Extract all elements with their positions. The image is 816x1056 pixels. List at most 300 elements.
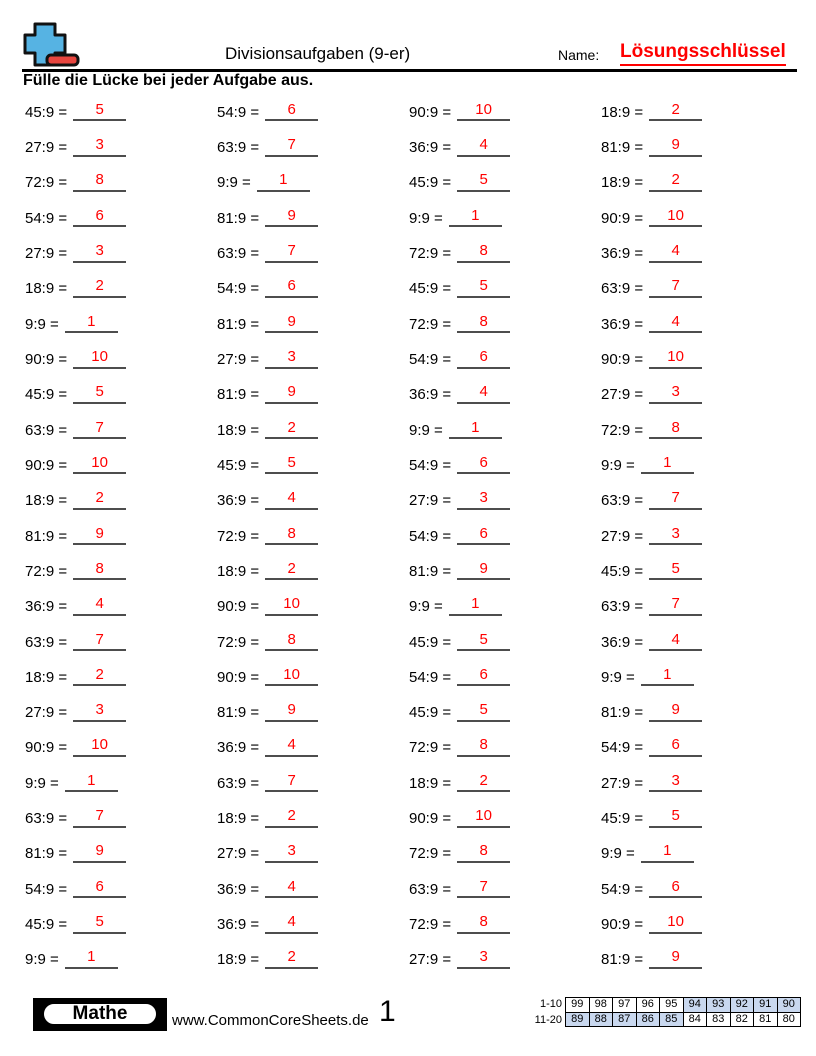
answer-blank (73, 914, 126, 934)
problem-expression: 63:9 = (217, 774, 260, 792)
problem (601, 482, 793, 517)
answer-blank (457, 632, 510, 652)
answer-blank (649, 278, 702, 298)
instruction-text: Fülle die Lücke bei jeder Aufgabe aus. (23, 72, 314, 89)
problem (25, 482, 217, 517)
problem (25, 447, 217, 482)
answer-value: 2 (287, 807, 296, 825)
answer-value: 5 (95, 100, 104, 118)
problem-expression: 27:9 = (217, 845, 260, 863)
answer-blank (649, 420, 702, 440)
problem-expression: 18:9 = (25, 492, 68, 510)
answer-blank (457, 278, 510, 298)
problem (601, 306, 793, 341)
problem (25, 377, 217, 412)
problem (217, 341, 409, 376)
problem (409, 694, 601, 729)
problem-expression: 90:9 = (217, 598, 260, 616)
problem-expression: 36:9 = (409, 386, 452, 404)
problem (25, 730, 217, 765)
problem (409, 165, 601, 200)
grading-score-cell: 89 (565, 1012, 590, 1028)
grading-score-cell: 94 (683, 997, 708, 1013)
answer-blank (457, 314, 510, 334)
problem-expression: 63:9 = (25, 421, 68, 439)
answer-blank (265, 243, 318, 263)
problem (409, 341, 601, 376)
answer-value: 10 (475, 807, 492, 825)
problem-expression: 9:9 = (409, 598, 443, 616)
answer-value: 2 (287, 948, 296, 966)
grading-score-cell: 93 (706, 997, 731, 1013)
problem (409, 518, 601, 553)
answer-blank (73, 384, 126, 404)
answer-blank (73, 243, 126, 263)
problem-expression: 54:9 = (25, 209, 68, 227)
answer-blank (265, 349, 318, 369)
problem (25, 800, 217, 835)
answer-value: 8 (95, 559, 104, 577)
problem (25, 306, 217, 341)
problem-expression: 54:9 = (409, 527, 452, 545)
problem-expression: 63:9 = (601, 280, 644, 298)
answer-value: 7 (287, 242, 296, 260)
answer-value: 9 (287, 701, 296, 719)
answer-value: 1 (471, 418, 480, 436)
problem-expression: 72:9 = (25, 174, 68, 192)
answer-blank (457, 384, 510, 404)
answer-value: 1 (663, 453, 672, 471)
problem-expression: 9:9 = (601, 456, 635, 474)
answer-value: 9 (287, 383, 296, 401)
problem (601, 94, 793, 129)
answer-value: 5 (479, 277, 488, 295)
problem-expression: 72:9 = (409, 245, 452, 263)
answer-value: 4 (671, 242, 680, 260)
answer-value: 7 (479, 877, 488, 895)
problem-expression: 54:9 = (409, 668, 452, 686)
answer-blank (73, 702, 126, 722)
answer-value: 10 (475, 100, 492, 118)
problem-expression: 9:9 = (601, 845, 635, 863)
answer-value: 8 (479, 736, 488, 754)
answer-value: 4 (287, 877, 296, 895)
answer-blank (649, 349, 702, 369)
answer-value: 3 (671, 771, 680, 789)
answer-value: 8 (95, 171, 104, 189)
problem (601, 906, 793, 941)
problem (25, 341, 217, 376)
problem-expression: 90:9 = (601, 209, 644, 227)
answer-blank (649, 914, 702, 934)
problem-expression: 81:9 = (217, 704, 260, 722)
problem-expression: 45:9 = (25, 386, 68, 404)
answer-blank (265, 208, 318, 228)
problem (601, 730, 793, 765)
problem-expression: 72:9 = (409, 845, 452, 863)
problem (217, 765, 409, 800)
answer-blank (265, 102, 318, 122)
problem-expression: 45:9 = (601, 810, 644, 828)
answer-value: 2 (287, 559, 296, 577)
answer-value: 9 (95, 842, 104, 860)
problem (409, 412, 601, 447)
answer-blank (265, 737, 318, 757)
answer-blank (457, 102, 510, 122)
problem (217, 271, 409, 306)
answer-blank (649, 490, 702, 510)
answer-value: 2 (671, 171, 680, 189)
answer-blank (73, 843, 126, 863)
answer-blank (73, 349, 126, 369)
problem (217, 200, 409, 235)
answer-blank (641, 843, 694, 863)
problem-expression: 54:9 = (601, 739, 644, 757)
answer-blank (265, 384, 318, 404)
grading-score-cell: 80 (777, 1012, 802, 1028)
problem-expression: 36:9 = (409, 139, 452, 157)
problem-expression: 72:9 = (601, 421, 644, 439)
answer-value: 1 (87, 948, 96, 966)
problem (217, 800, 409, 835)
problem (25, 624, 217, 659)
problem-expression: 63:9 = (601, 492, 644, 510)
answer-blank (457, 243, 510, 263)
problem (217, 871, 409, 906)
problem-expression: 45:9 = (409, 633, 452, 651)
problem (601, 377, 793, 412)
answer-value: 6 (287, 100, 296, 118)
grading-score-cell: 82 (730, 1012, 755, 1028)
problem (409, 836, 601, 871)
answer-value: 5 (479, 630, 488, 648)
problem-expression: 36:9 = (601, 315, 644, 333)
problem (601, 836, 793, 871)
problem (601, 129, 793, 164)
answer-blank (457, 561, 510, 581)
problem (409, 129, 601, 164)
problem-expression: 27:9 = (601, 386, 644, 404)
answer-key-label: Lösungsschlüssel (620, 41, 786, 66)
answer-value: 3 (95, 136, 104, 154)
answer-blank (649, 137, 702, 157)
answer-value: 6 (287, 277, 296, 295)
problem-expression: 54:9 = (217, 103, 260, 121)
problem (601, 235, 793, 270)
problem (409, 235, 601, 270)
answer-value: 8 (479, 913, 488, 930)
problem (409, 765, 601, 800)
problem (601, 694, 793, 729)
answer-value: 7 (671, 595, 680, 613)
problem-expression: 27:9 = (601, 774, 644, 792)
answer-value: 3 (95, 242, 104, 260)
answer-value: 4 (287, 489, 296, 507)
answer-value: 3 (671, 524, 680, 542)
answer-value: 7 (671, 489, 680, 507)
grading-score-cell: 90 (777, 997, 802, 1013)
problem-expression: 90:9 = (601, 916, 644, 933)
answer-blank (73, 667, 126, 687)
answer-value: 3 (479, 489, 488, 507)
answer-blank (457, 808, 510, 828)
answer-value: 3 (287, 348, 296, 365)
problem-expression: 90:9 = (25, 456, 68, 474)
problem (25, 235, 217, 270)
answer-blank (457, 667, 510, 687)
problem-expression: 72:9 = (217, 633, 260, 651)
problem-expression: 63:9 = (217, 245, 260, 263)
problem (217, 129, 409, 164)
problem (409, 942, 601, 977)
problem (601, 871, 793, 906)
answer-value: 1 (279, 171, 288, 189)
answer-value: 6 (95, 877, 104, 895)
answer-value: 10 (91, 736, 108, 754)
answer-blank (457, 137, 510, 157)
answer-blank (265, 596, 318, 616)
answer-blank (265, 843, 318, 863)
problem (601, 588, 793, 623)
problem (217, 836, 409, 871)
problem-expression: 45:9 = (409, 174, 452, 192)
answer-blank (457, 172, 510, 192)
problem-expression: 27:9 = (409, 492, 452, 510)
problem-expression: 18:9 = (601, 174, 644, 192)
answer-blank (73, 278, 126, 298)
problem (601, 341, 793, 376)
answer-blank (265, 667, 318, 687)
problem (25, 271, 217, 306)
problem (601, 659, 793, 694)
page-number: 1 (379, 995, 396, 1028)
problem-expression: 9:9 = (409, 421, 443, 439)
problem (217, 165, 409, 200)
answer-blank (457, 773, 510, 793)
answer-blank (457, 879, 510, 899)
grading-table-row (520, 1013, 801, 1028)
answer-blank (265, 137, 318, 157)
answer-value: 7 (671, 277, 680, 295)
answer-blank (449, 596, 502, 616)
answer-blank (457, 526, 510, 546)
problem-expression: 18:9 = (217, 421, 260, 439)
answer-value: 9 (287, 312, 296, 330)
name-label: Name: (558, 47, 600, 63)
answer-blank (457, 702, 510, 722)
answer-value: 6 (95, 206, 104, 224)
problem (409, 906, 601, 941)
problem-expression: 81:9 = (217, 315, 260, 333)
answer-value: 2 (95, 665, 104, 683)
answer-value: 5 (95, 913, 104, 930)
problem (409, 306, 601, 341)
problem-expression: 90:9 = (25, 351, 68, 368)
problem-expression: 63:9 = (25, 810, 68, 828)
answer-blank (265, 561, 318, 581)
problem-expression: 18:9 = (601, 103, 644, 121)
problem (601, 765, 793, 800)
grading-score-cell: 81 (753, 1012, 778, 1028)
problem (25, 165, 217, 200)
answer-value: 8 (671, 418, 680, 436)
problem (25, 129, 217, 164)
problem-expression: 18:9 = (217, 951, 260, 969)
worksheet-title: Divisionsaufgaben (9-er) (225, 44, 411, 63)
minus-icon (47, 55, 78, 65)
problem (25, 588, 217, 623)
answer-value: 3 (671, 383, 680, 401)
answer-blank (73, 102, 126, 122)
answer-value: 10 (667, 913, 684, 930)
problem-expression: 9:9 = (601, 668, 635, 686)
grading-score-cell: 88 (589, 1012, 614, 1028)
answer-value: 1 (663, 842, 672, 860)
brand-pill (42, 1002, 158, 1026)
problem-expression: 9:9 = (25, 951, 59, 969)
grading-score-cell: 86 (636, 1012, 661, 1028)
problem-expression: 9:9 = (217, 174, 251, 192)
answer-blank (73, 208, 126, 228)
answer-value: 3 (95, 701, 104, 719)
problem-expression: 27:9 = (25, 704, 68, 722)
problem-expression: 36:9 = (601, 245, 644, 263)
answer-blank (649, 596, 702, 616)
answer-value: 3 (287, 842, 296, 860)
problem (25, 694, 217, 729)
answer-blank (641, 455, 694, 475)
answer-blank (649, 314, 702, 334)
problem (25, 553, 217, 588)
answer-value: 6 (671, 877, 680, 895)
grading-score-cell: 95 (659, 997, 684, 1013)
answer-value: 2 (479, 771, 488, 789)
answer-blank (649, 632, 702, 652)
answer-value: 9 (671, 136, 680, 154)
problem-expression: 45:9 = (25, 916, 68, 933)
answer-blank (257, 172, 310, 192)
problem (217, 94, 409, 129)
answer-blank (649, 702, 702, 722)
problems-grid (25, 94, 793, 977)
answer-blank (457, 490, 510, 510)
problem-expression: 90:9 = (409, 103, 452, 121)
problem-expression: 18:9 = (25, 280, 68, 298)
answer-blank (73, 561, 126, 581)
brand-box (33, 998, 167, 1031)
problem-expression: 54:9 = (217, 280, 260, 298)
problem (409, 94, 601, 129)
answer-blank (265, 278, 318, 298)
problem-expression: 90:9 = (25, 739, 68, 757)
problem (601, 271, 793, 306)
answer-value: 10 (667, 348, 684, 365)
problem (409, 200, 601, 235)
problem-expression: 63:9 = (601, 598, 644, 616)
problem-expression: 72:9 = (409, 315, 452, 333)
problem (409, 447, 601, 482)
problem-expression: 45:9 = (217, 456, 260, 474)
problem-expression: 27:9 = (25, 139, 68, 157)
answer-value: 7 (287, 771, 296, 789)
problem (25, 200, 217, 235)
answer-value: 6 (479, 665, 488, 683)
answer-value: 7 (287, 136, 296, 154)
answer-value: 5 (671, 807, 680, 825)
problem (25, 836, 217, 871)
answer-blank (73, 737, 126, 757)
problem (409, 800, 601, 835)
answer-value: 10 (283, 665, 300, 683)
answer-blank (73, 172, 126, 192)
answer-blank (73, 137, 126, 157)
answer-blank (73, 420, 126, 440)
problem-expression: 72:9 = (217, 527, 260, 545)
problem-expression: 9:9 = (25, 315, 59, 333)
problem-expression: 63:9 = (25, 633, 68, 651)
problem-expression: 54:9 = (25, 880, 68, 898)
answer-blank (65, 773, 118, 793)
answer-value: 4 (671, 312, 680, 330)
answer-value: 4 (287, 913, 296, 930)
problem-expression: 90:9 = (601, 351, 644, 368)
answer-value: 7 (95, 418, 104, 436)
answer-value: 8 (479, 312, 488, 330)
answer-value: 6 (479, 453, 488, 471)
problem (601, 165, 793, 200)
answer-value: 8 (479, 242, 488, 260)
answer-blank (457, 455, 510, 475)
problem-expression: 36:9 = (25, 598, 68, 616)
answer-value: 1 (471, 595, 480, 613)
problem (217, 553, 409, 588)
problem (25, 906, 217, 941)
answer-blank (649, 879, 702, 899)
answer-blank (65, 949, 118, 969)
website-url: www.CommonCoreSheets.de (172, 1012, 369, 1029)
answer-blank (649, 102, 702, 122)
answer-value: 4 (671, 630, 680, 648)
answer-value: 10 (91, 348, 108, 365)
problem-expression: 18:9 = (217, 810, 260, 828)
problem-expression: 81:9 = (217, 386, 260, 404)
problem-expression: 72:9 = (409, 916, 452, 933)
plus-minus-logo (23, 16, 113, 70)
answer-blank (265, 490, 318, 510)
problem (409, 871, 601, 906)
answer-value: 9 (479, 559, 488, 577)
answer-blank (265, 455, 318, 475)
problem (217, 659, 409, 694)
grading-score-cell: 87 (612, 1012, 637, 1028)
problem-expression: 18:9 = (217, 562, 260, 580)
answer-blank (265, 773, 318, 793)
answer-value: 2 (671, 100, 680, 118)
problem-expression: 54:9 = (409, 351, 452, 368)
answer-value: 3 (479, 948, 488, 966)
problem-expression: 72:9 = (25, 562, 68, 580)
problem (409, 730, 601, 765)
answer-value: 1 (87, 771, 96, 789)
problem-expression: 18:9 = (409, 774, 452, 792)
problem (601, 447, 793, 482)
answer-value: 2 (287, 418, 296, 436)
problem (601, 518, 793, 553)
problem-expression: 36:9 = (217, 492, 260, 510)
problem (217, 624, 409, 659)
answer-value: 5 (95, 383, 104, 401)
answer-blank (449, 420, 502, 440)
